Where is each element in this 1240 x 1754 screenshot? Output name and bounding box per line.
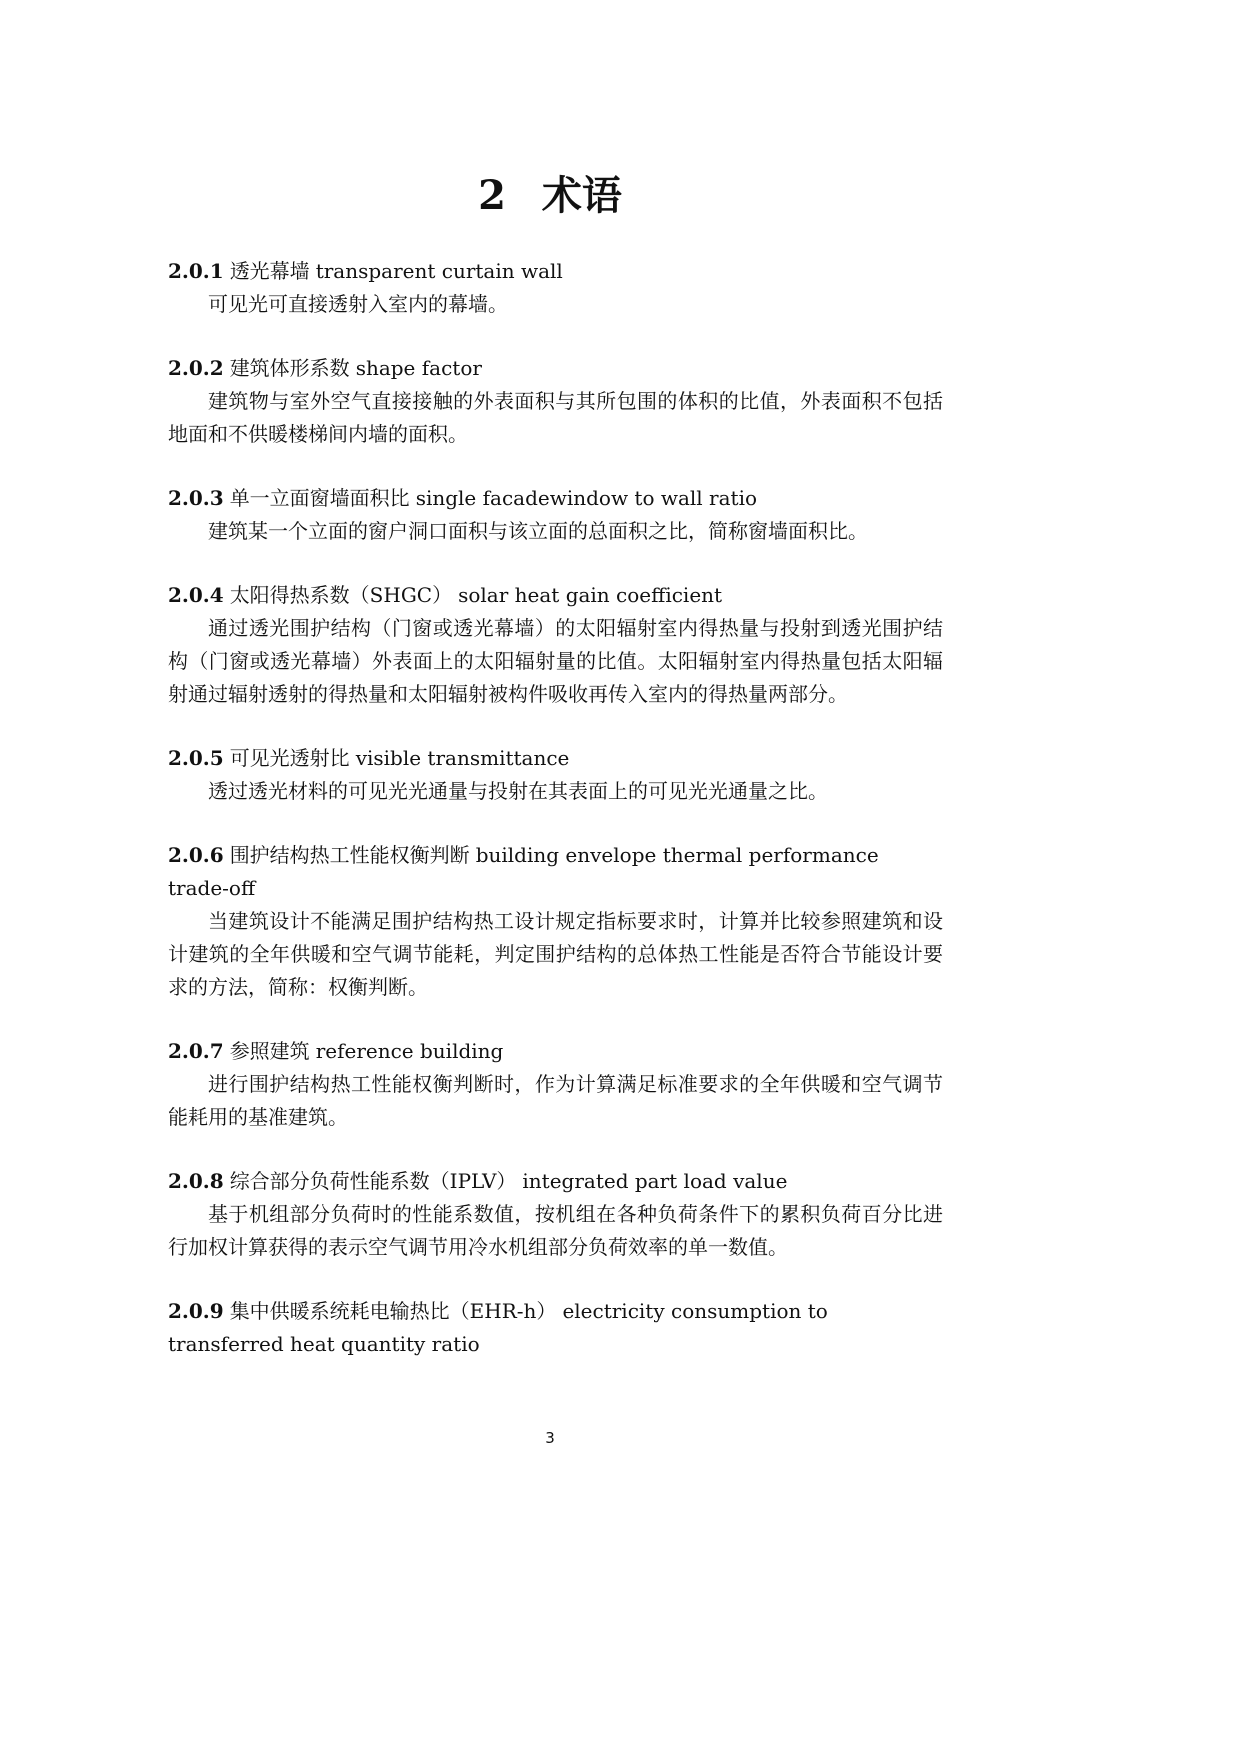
term-chinese-name: 集中供暖系统耗电输热比（EHR-h） <box>229 1299 557 1323</box>
term-2-0-6 <box>168 839 943 1004</box>
term-english-name: reference building <box>315 1039 504 1063</box>
term-number: 2.0.2 <box>168 356 224 380</box>
term-heading <box>168 1165 943 1198</box>
term-heading <box>168 579 943 612</box>
term-definition: 建筑物与室外空气直接接触的外表面积与其所包围的体积的比值，外表面积不包括地面和不供暖楼梯间内墙的面积。 <box>168 389 943 446</box>
term-chinese-name: 单一立面窗墙面积比 <box>229 486 410 510</box>
term-definition: 建筑某一个立面的窗户洞口面积与该立面的总面积之比，简称窗墙面积比。 <box>208 519 868 543</box>
term-chinese-name: 可见光透射比 <box>229 746 350 770</box>
term-definition: 可见光可直接透射入室内的幕墙。 <box>208 292 508 316</box>
term-number: 2.0.8 <box>168 1169 224 1193</box>
terms-list <box>168 255 943 1392</box>
term-english-name: building envelope thermal performance trade-off <box>168 843 879 900</box>
term-definition: 基于机组部分负荷时的性能系数值，按机组在各种负荷条件下的累积负荷百分比进行加权计算获得的表示空气调节用冷水机组部分负荷效率的单一数值。 <box>168 1202 943 1259</box>
term-heading <box>168 482 943 515</box>
term-2-0-4 <box>168 579 943 711</box>
term-chinese-name: 综合部分负荷性能系数（IPLV） <box>229 1169 517 1193</box>
term-2-0-8 <box>168 1165 943 1264</box>
term-heading <box>168 742 943 775</box>
term-english-name: electricity consumption to transferred heat quantity ratio <box>168 1299 828 1356</box>
term-number: 2.0.3 <box>168 486 224 510</box>
term-english-name: visible transmittance <box>355 746 570 770</box>
chapter-number: 2 <box>478 172 506 219</box>
term-number: 2.0.1 <box>168 259 224 283</box>
term-definition: 进行围护结构热工性能权衡判断时，作为计算满足标准要求的全年供暖和空气调节能耗用的基准建筑。 <box>168 1072 943 1129</box>
term-definition: 当建筑设计不能满足围护结构热工设计规定指标要求时，计算并比较参照建筑和设计建筑的全年供暖和空气调节能耗，判定围护结构的总体热工性能是否符合节能设计要求的方法，简称：权衡判断。 <box>168 909 943 999</box>
term-english-name: single facadewindow to wall ratio <box>415 486 758 510</box>
term-number: 2.0.6 <box>168 843 224 867</box>
term-number: 2.0.9 <box>168 1299 224 1323</box>
term-number: 2.0.4 <box>168 583 224 607</box>
term-2-0-1 <box>168 255 943 321</box>
term-heading <box>168 255 943 288</box>
term-definition: 通过透光围护结构（门窗或透光幕墙）的太阳辐射室内得热量与投射到透光围护结构（门窗或透光幕墙）外表面上的太阳辐射量的比值。太阳辐射室内得热量包括太阳辐射通过辐射透射的得热量和太阳辐射被构件吸收再传入室内的得热量两部分。 <box>168 616 943 706</box>
term-number: 2.0.5 <box>168 746 224 770</box>
term-heading <box>168 1035 943 1068</box>
term-2-0-9 <box>168 1295 943 1361</box>
term-2-0-2 <box>168 352 943 451</box>
term-english-name: shape factor <box>355 356 482 380</box>
term-2-0-7 <box>168 1035 943 1134</box>
term-english-name: integrated part load value <box>522 1169 788 1193</box>
term-2-0-5 <box>168 742 943 808</box>
term-chinese-name: 透光幕墙 <box>229 259 310 283</box>
term-chinese-name: 参照建筑 <box>229 1039 310 1063</box>
term-definition: 透过透光材料的可见光光通量与投射在其表面上的可见光光通量之比。 <box>208 779 828 803</box>
chapter-title <box>0 168 1100 224</box>
term-chinese-name: 太阳得热系数（SHGC） <box>229 583 453 607</box>
term-2-0-3 <box>168 482 943 548</box>
term-english-name: transparent curtain wall <box>315 259 563 283</box>
term-heading <box>168 839 943 905</box>
term-heading <box>168 1295 943 1361</box>
term-number: 2.0.7 <box>168 1039 224 1063</box>
chapter-title-text: 术语 <box>541 172 622 219</box>
page-number: 3 <box>545 1429 555 1447</box>
term-chinese-name: 围护结构热工性能权衡判断 <box>229 843 470 867</box>
term-chinese-name: 建筑体形系数 <box>229 356 350 380</box>
term-heading <box>168 352 943 385</box>
term-english-name: solar heat gain coefficient <box>458 583 723 607</box>
